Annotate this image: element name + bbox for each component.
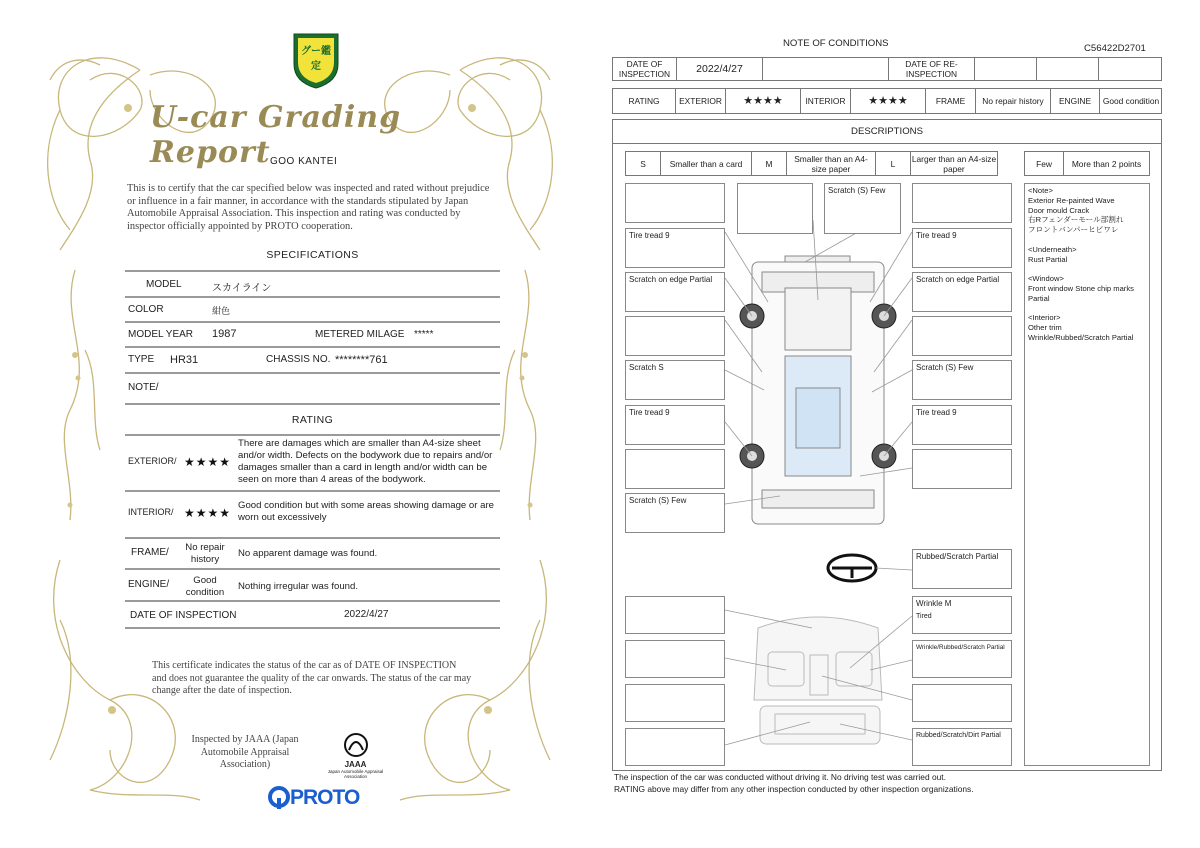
interior-stars: ★★★★ <box>851 89 926 113</box>
condition-box <box>912 640 1012 678</box>
legend-s-desc: Smaller than a card <box>660 151 752 176</box>
condition-box <box>625 684 725 722</box>
divider <box>125 490 500 492</box>
divider <box>125 537 500 539</box>
footer-note-1: The inspection of the car was conducted without driving it. No driving test was carried out. <box>614 772 946 782</box>
interior-stars: ★★★★ <box>184 506 232 520</box>
exterior-label: EXTERIOR <box>676 89 726 113</box>
type-value: HR31 <box>170 354 199 366</box>
condition-box <box>625 640 725 678</box>
report-code: C56422D2701 <box>1084 43 1146 54</box>
note-line: Other trim <box>1028 323 1062 333</box>
condition-text: Tire tread 9 <box>629 408 670 417</box>
rating-label: RATING <box>613 89 676 113</box>
exterior-stars: ★★★★ <box>184 455 232 469</box>
condition-box <box>737 183 813 234</box>
condition-text: Scratch (S) Few <box>828 186 886 195</box>
specifications-heading: SPECIFICATIONS <box>266 249 359 261</box>
footer-note-2: RATING above may differ from any other inspection conducted by other inspection organizations. <box>614 784 974 794</box>
note-label: NOTE/ <box>128 382 159 393</box>
legend-s: S <box>625 151 661 176</box>
note-line: Rust Partial <box>1028 254 1068 264</box>
report-subtitle: GOO KANTEI <box>270 156 338 167</box>
goo-kantei-logo <box>290 30 342 90</box>
note-line <box>1028 264 1146 274</box>
certify-statement: This is to certify that the car specified below was inspected and rated without prejudice or influence in a fair manner, in accordance with the standards stipulated by Japan Automobile Appraisal Association. This inspection and rating was conducted by inspector officially appointed by PROTO cooperation. <box>127 183 490 232</box>
note-line <box>1028 304 1146 314</box>
note-line: <Note> <box>1028 186 1053 195</box>
proto-mark-icon <box>268 786 290 810</box>
engine-value: Good condition <box>185 575 225 598</box>
condition-box <box>912 728 1012 766</box>
condition-text: Scratch (S) Few <box>629 496 687 505</box>
conditions-title: NOTE OF CONDITIONS <box>783 38 889 49</box>
divider <box>125 568 500 570</box>
divider <box>125 296 500 298</box>
condition-box <box>625 728 725 766</box>
milage-label: METERED MILAGE <box>315 329 405 340</box>
notes-panel <box>1024 183 1150 766</box>
note-line: フロントバンパーヒビワレ <box>1028 225 1119 235</box>
globe-icon <box>341 730 371 760</box>
legend-m-desc: Smaller than an A4-size paper <box>786 151 876 176</box>
condition-box <box>912 405 1012 445</box>
condition-text: Tire tread 9 <box>629 231 670 240</box>
jaaa-logo <box>318 730 393 780</box>
condition-box <box>912 360 1012 400</box>
condition-box <box>912 449 1012 489</box>
condition-box <box>625 272 725 312</box>
condition-box <box>912 272 1012 312</box>
type-label: TYPE <box>128 354 155 365</box>
engine-label: ENGINE/ <box>128 579 170 590</box>
jaaa-logo-text: JAAA <box>344 760 367 769</box>
condition-text: Tire tread 9 <box>916 408 957 417</box>
engine-value: Good condition <box>1102 96 1160 106</box>
condition-box <box>625 228 725 268</box>
model-value: スカイライン <box>212 283 272 294</box>
rating-heading: RATING <box>291 414 334 426</box>
condition-box <box>912 684 1012 722</box>
exterior-label: EXTERIOR/ <box>128 456 177 466</box>
certificate-footer: This certificate indicates the status of the car as of DATE OF INSPECTION and does not guarantee the quality of the car onwards. The status of the car may change after the date of inspection. <box>152 660 472 696</box>
condition-box <box>912 316 1012 356</box>
condition-text: Wrinkle M <box>916 599 952 608</box>
condition-box <box>912 228 1012 268</box>
condition-box <box>912 596 1012 634</box>
condition-box <box>625 183 725 223</box>
chassis-value: ********761 <box>335 354 388 366</box>
condition-box <box>625 316 725 356</box>
date-inspection-value: 2022/4/27 <box>677 58 763 80</box>
condition-box <box>625 449 725 489</box>
frame-value: No repair history <box>185 542 225 565</box>
interior-label: INTERIOR <box>801 89 851 113</box>
engine-label: ENGINE <box>1051 89 1100 113</box>
jaaa-logo-subtext: Japan Automobile Appraisal Association <box>327 769 384 779</box>
condition-text: Tired <box>916 613 932 620</box>
frame-label: FRAME <box>926 89 976 113</box>
note-line: <Underneath> <box>1028 244 1077 254</box>
note-line: Door mould Crack <box>1028 205 1090 215</box>
note-line: <Window> <box>1028 274 1064 284</box>
inspected-by: Inspected by JAAA (Japan Automobile Appraisal Association) <box>191 734 299 770</box>
legend-few-desc: More than 2 points <box>1063 151 1150 176</box>
reinspection-label: DATE OF RE-INSPECTION <box>889 58 975 80</box>
note-line <box>1028 235 1146 245</box>
legend-few: Few <box>1024 151 1064 176</box>
inspection-date-label: DATE OF INSPECTION <box>130 610 237 621</box>
steering-wheel-icon <box>828 555 876 581</box>
condition-text: Tire tread 9 <box>916 231 957 240</box>
condition-text: Scratch on edge Partial <box>916 275 1000 284</box>
note-line: Exterior Re-painted Wave <box>1028 195 1115 205</box>
interior-description: Good condition but with some areas showing damage or are worn out excessively <box>238 500 494 523</box>
note-line: 右Rフェンダーモール部割れ <box>1028 215 1124 225</box>
model-year-value: 1987 <box>212 328 237 340</box>
condition-box <box>625 596 725 634</box>
legend-l-desc: Larger than an A4-size paper <box>910 151 998 176</box>
exterior-description: There are damages which are smaller than A4-size sheet and/or width. Defects on the bodywork due to repairs and/or damages smaller than a card in length and/or width can be seen on more than 4 areas of the bodywork. <box>238 438 493 485</box>
color-label: COLOR <box>128 304 164 315</box>
legend-l: L <box>875 151 911 176</box>
model-label: MODEL <box>146 279 182 290</box>
condition-text: Scratch S <box>629 363 664 372</box>
model-year-label: MODEL YEAR <box>128 329 194 340</box>
legend-m: M <box>751 151 787 176</box>
divider <box>125 321 500 323</box>
divider <box>125 600 500 602</box>
note-line: <Interior> <box>1028 313 1061 323</box>
engine-description: Nothing irregular was found. <box>238 581 358 592</box>
condition-box <box>912 183 1012 223</box>
inspection-date-value: 2022/4/27 <box>344 609 389 620</box>
divider <box>125 434 500 436</box>
note-of-conditions-page <box>600 0 1200 848</box>
condition-box <box>824 183 901 234</box>
interior-label: INTERIOR/ <box>128 507 174 517</box>
condition-text: Wrinkle/Rubbed/Scratch Partial <box>916 644 1005 651</box>
date-inspection-label: DATE OF INSPECTION <box>613 58 677 80</box>
proto-logo <box>268 784 368 812</box>
divider <box>125 403 500 405</box>
condition-box <box>625 360 725 400</box>
exterior-stars: ★★★★ <box>726 89 801 113</box>
divider <box>125 270 500 272</box>
color-value: 紺色 <box>212 306 231 316</box>
divider <box>125 372 500 374</box>
milage-value: ***** <box>414 329 434 340</box>
note-line: Wrinkle/Rubbed/Scratch Partial <box>1028 332 1134 342</box>
divider <box>125 346 500 348</box>
condition-box <box>625 405 725 445</box>
condition-text: Scratch on edge Partial <box>629 275 713 284</box>
proto-logo-text: PROTO <box>290 786 360 809</box>
divider <box>125 627 500 629</box>
descriptions-heading: DESCRIPTIONS <box>613 120 1161 144</box>
condition-text: Rubbed/Scratch/Dirt Partial <box>916 732 1001 739</box>
frame-value: No repair history <box>976 89 1051 113</box>
condition-box <box>625 493 725 533</box>
condition-text: Scratch (S) Few <box>916 363 974 372</box>
condition-box <box>912 549 1012 589</box>
note-line: Front window Stone chip marks Partial <box>1028 283 1134 303</box>
chassis-label: CHASSIS NO. <box>266 354 331 365</box>
condition-text: Rubbed/Scratch Partial <box>916 552 999 561</box>
logo-text: グー鑑定 <box>301 46 331 72</box>
frame-label: FRAME/ <box>131 547 169 558</box>
report-title: U-car Grading Report <box>150 100 402 170</box>
frame-description: No apparent damage was found. <box>238 548 378 559</box>
